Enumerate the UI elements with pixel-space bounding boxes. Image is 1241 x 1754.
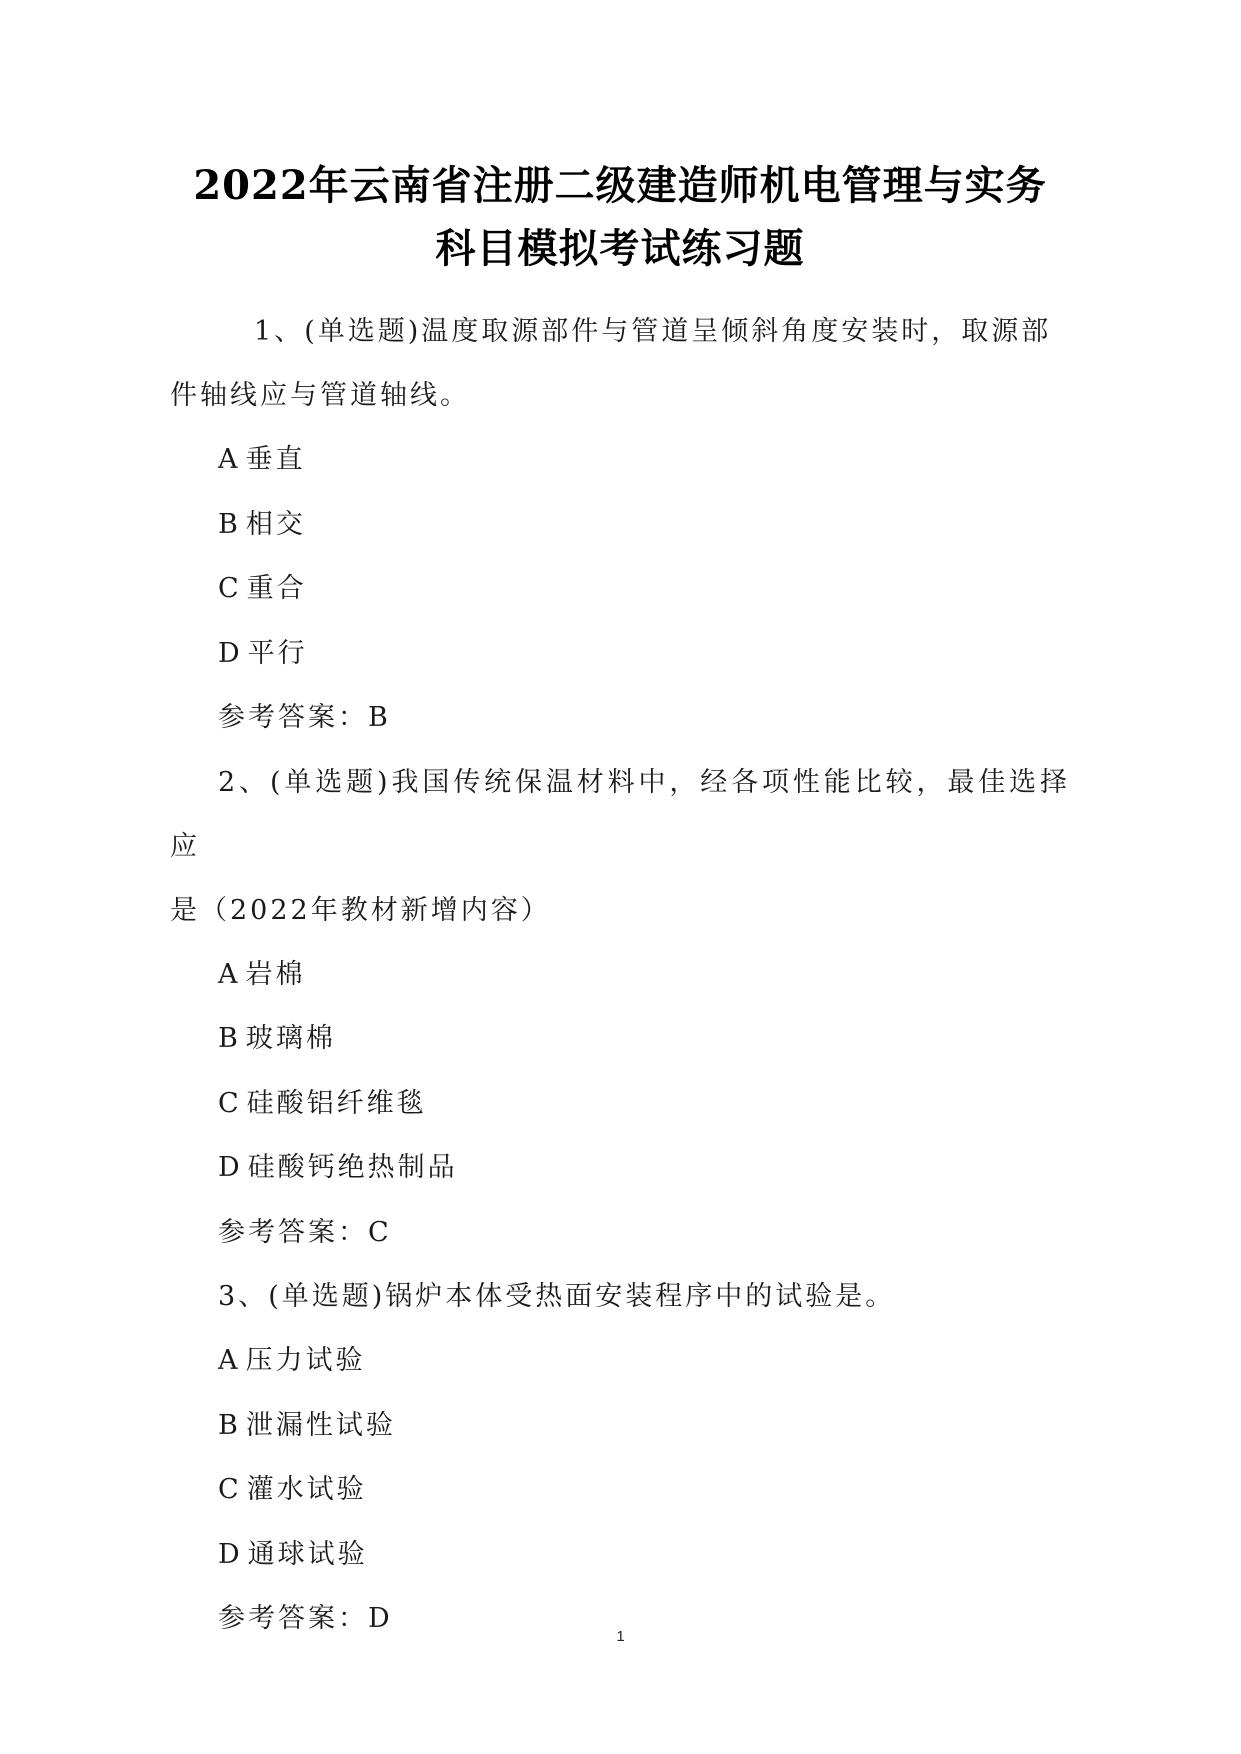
question-3-number: 3、 (218, 1281, 269, 1312)
question-2-option-d (190, 1136, 1050, 1201)
option-text: 重合 (246, 573, 307, 604)
option-text: 硅酸钙绝热制品 (247, 1152, 458, 1183)
question-1-type: (单选题) (304, 316, 422, 347)
option-letter: B (218, 1409, 238, 1441)
option-text: 平行 (247, 637, 308, 669)
option-text: 岩棉 (245, 958, 306, 990)
option-text: 硅酸铝纤维毯 (246, 1087, 427, 1119)
answer-value: D (368, 1603, 393, 1634)
question-1-option-c (190, 557, 1050, 622)
answer-label: 参考答案： (218, 1603, 368, 1634)
question-2-text-line-2: 是（2022年教材新增内容） (170, 894, 551, 926)
option-letter: B (218, 1023, 238, 1054)
option-letter: C (218, 1087, 239, 1119)
question-1-option-a (190, 428, 1050, 493)
question-1-number: 1、 (254, 316, 305, 347)
question-list (170, 300, 1070, 1652)
question-2-option-b (190, 1007, 1050, 1072)
option-letter: D (218, 637, 240, 669)
option-letter: A (218, 958, 238, 990)
question-3-stem (190, 1265, 1050, 1329)
option-letter: A (218, 1345, 238, 1376)
question-3-option-c (190, 1458, 1050, 1523)
question-2-type: (单选题) (269, 766, 391, 798)
option-text: 玻璃棉 (245, 1023, 336, 1054)
question-1 (170, 300, 1070, 428)
question-3-option-b (190, 1394, 1050, 1459)
question-2-stem (170, 751, 1070, 943)
option-text: 垂直 (245, 444, 306, 475)
option-text: 泄漏性试验 (245, 1409, 396, 1441)
question-3-option-a (190, 1329, 1050, 1394)
answer-label: 参考答案： (218, 702, 368, 733)
question-1-stem (170, 300, 1070, 428)
question-3-text-line-1: 锅炉本体受热面安装程序中的试验是。 (385, 1281, 896, 1312)
question-2-answer (190, 1201, 1050, 1266)
document-title-line-2: 科目模拟考试练习题 (435, 225, 805, 272)
option-text: 压力试验 (245, 1345, 366, 1376)
document-title-line-1: 2022年云南省注册二级建造师机电管理与实务 (193, 162, 1047, 209)
option-text: 通球试验 (247, 1538, 368, 1570)
question-3-type: (单选题) (268, 1281, 386, 1312)
answer-label: 参考答案： (218, 1216, 368, 1248)
answer-value: B (368, 702, 391, 733)
question-3-option-d (190, 1523, 1050, 1588)
question-2-option-a (190, 943, 1050, 1008)
answer-value: C (368, 1216, 392, 1248)
question-1-text-line-2: 件轴线应与管道轴线。 (170, 380, 470, 411)
question-2-option-c (190, 1072, 1050, 1137)
option-letter: C (218, 573, 239, 604)
question-2-text-line-1: 我国传统保温材料中，经各项性能比较，最佳选择应 (170, 766, 1070, 862)
question-2-number: 2、 (218, 766, 270, 798)
question-1-option-b (190, 493, 1050, 558)
question-2 (170, 751, 1070, 943)
question-1-text-line-1: 温度取源部件与管道呈倾斜角度安装时，取源部 (421, 316, 1052, 347)
question-1-option-d (190, 622, 1050, 687)
option-letter: D (218, 1152, 240, 1183)
page-number: 1 (616, 1628, 625, 1645)
option-letter: C (218, 1474, 239, 1505)
question-1-answer (190, 686, 1050, 751)
option-text: 灌水试验 (246, 1474, 367, 1505)
option-letter: B (218, 508, 238, 540)
option-text: 相交 (245, 508, 306, 540)
option-letter: A (218, 444, 238, 475)
option-letter: D (218, 1538, 240, 1570)
